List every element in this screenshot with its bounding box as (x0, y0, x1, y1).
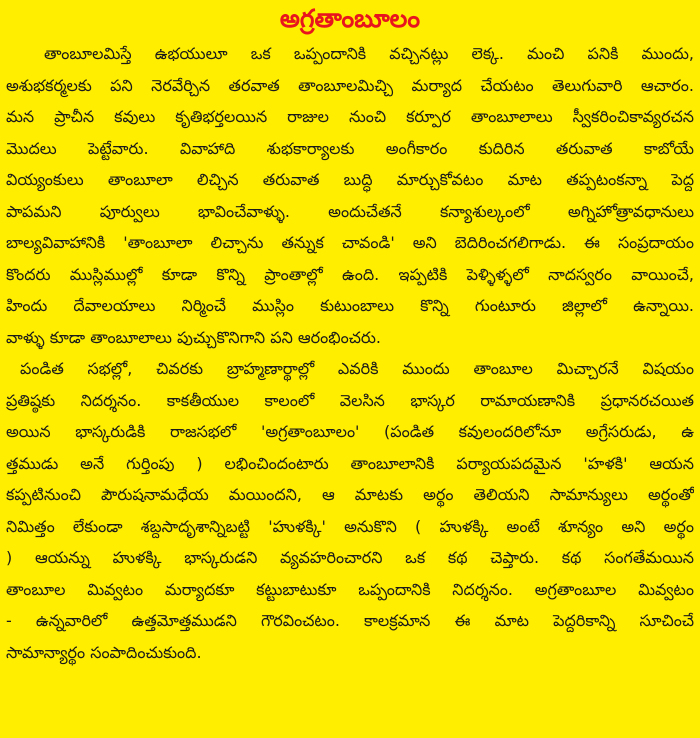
text-line: - ఉన్నవారిలో ఉత్తమోత్తముడని గౌరవించటం. కాలక్రమాన ఈ మాట పెద్దరికాన్ని సూచించే (6, 611, 694, 630)
text-line: హిందు దేవాలయాలు నిర్మించే ముస్లిం కుటుంబాలు కొన్ని గుంటూరు జిల్లాలో ఉన్నాయి. (6, 296, 694, 315)
text-line: మొదలు పెట్టేవారు. వివాహాది శుభకార్యాలకు అంగీకారం కుదిరిన తరువాత కాబోయే (6, 138, 694, 158)
text-line: నిమిత్తం లేకుండా శబ్దసాదృశాన్నిబట్టి 'హుళక్కి' అనుకొని ( హుళక్కి అంటే శూన్యం అని అర్థం (6, 516, 694, 536)
text-line: పాపమని పూర్వులు భావించేవాళ్ళు. అందుచేతనే కన్యాశుల్కంలో అగ్నిహోత్రావధానులు (6, 201, 694, 221)
text-line: తాంబూల మివ్వటం మర్యాదకూ కట్టుబాటుకూ ఒప్పందానికి నిదర్శనం. అగ్రతాంబూల మివ్వటం (6, 579, 694, 599)
text-line: కప్పటినుంచి పౌరుషనామధేయ మయిందని, ఆ మాటకు అర్థం తెలియని సామాన్యులు అర్థంతో (6, 485, 694, 504)
text-line: మన ప్రాచీన కవులు కృతిభర్తలయిన రాజుల నుంచి కర్పూర తాంబూలాలు స్వీకరించికావ్యరచన (6, 107, 694, 126)
text-line: అశుభకర్మలకు పని నెరవేర్చిన తరవాత తాంబూలమిచ్చి మర్యాద చేయటం తెలుగువారి ఆచారం. (6, 75, 694, 95)
text-line: అయిన భాస్కరుడికి రాజసభలో 'అగ్రతాంబూలం' (పండిత కవులందరిలోనూ అగ్రేసరుడు, ఉ (6, 422, 694, 441)
text-line: వాళ్ళు కూడా తాంబూలాలు పుచ్చుకొనిగాని పని ఆరంభించరు. (6, 327, 381, 347)
text-line: తాంబూలమిస్తే ఉభయులూ ఒక ఒప్పందానికి వచ్చినట్లు లెక్క. మంచి పనికి ముందు, (44, 44, 694, 63)
text-line: వియ్యంకులు తాంబూలా లిచ్చిన తరువాత బుద్ధి మార్చుకోవటం మాట తప్పటంకన్నా పెద్ద (6, 170, 694, 189)
text-line: ) ఆయన్ను హుళక్కి భాస్కరుడని వ్యవహరించారని ఒక కథ చెప్తారు. కథ సంగతేమయిన (6, 548, 694, 567)
text-line: ప్రతిష్ఠకు నిదర్శనం. కాకతీయుల కాలంలో వెలసిన భాస్కర రామాయణానికి ప్రధానరచయిత (6, 390, 694, 410)
text-line: పండిత సభల్లో, చివరకు బ్రాహ్మణార్థాల్లో ఎవరికి ముందు తాంబూల మిచ్చారనే విషయం (20, 359, 694, 378)
text-line: బాల్యవివాహానికి 'తాంబూలా లిచ్చాను తన్నుక చావండి' అని బెదిరించగలిగాడు. ఈ సంప్రదాయం (6, 233, 694, 252)
text-line: కొందరు ముస్లిముల్లో కూడా కొన్ని ప్రాంతాల్లో ఉంది. ఇప్పటికి పెళ్ళిళ్ళలో నాదస్వరం వాయించే, (6, 264, 694, 284)
article-title: అగ్రతాంబూలం (279, 4, 421, 33)
text-line: సామాన్యార్థం సంపాదించుకుంది. (6, 642, 202, 662)
text-line: త్తముడు అనే గుర్తింపు ) లభించిందంటారు తాంబూలానికి పర్యాయపదమైన 'హళకి' ఆయన (6, 453, 694, 473)
article-paragraph-2 (6, 353, 694, 668)
article-paragraph-1 (6, 38, 694, 353)
